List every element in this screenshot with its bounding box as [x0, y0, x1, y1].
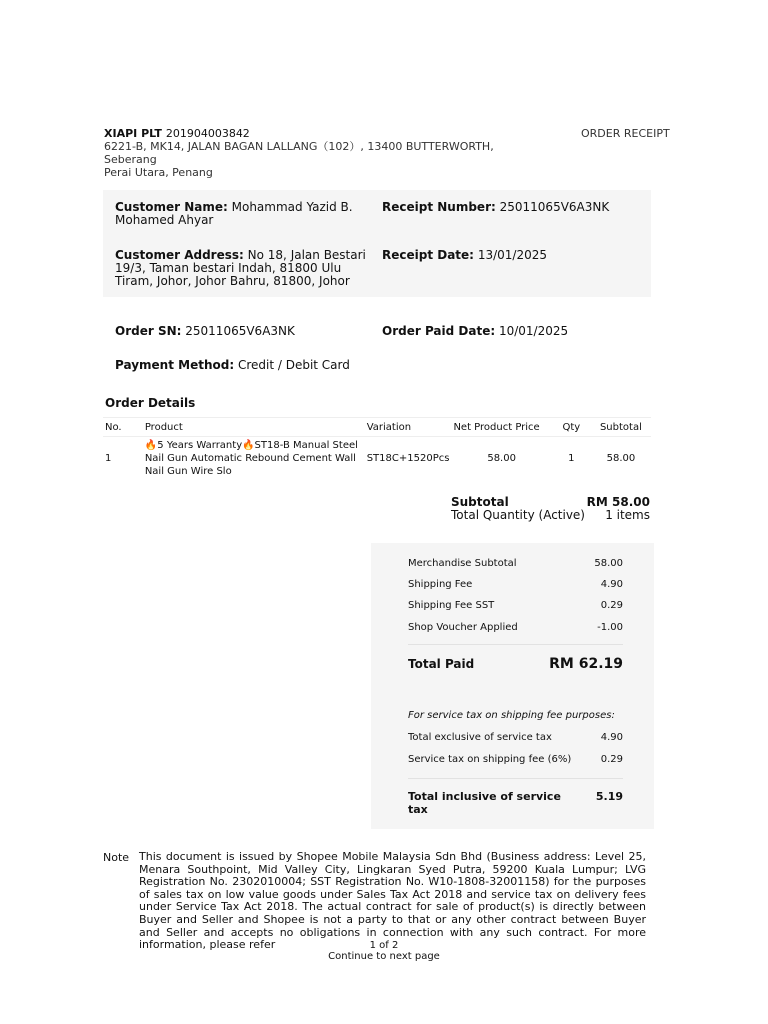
- merchandise-subtotal-label: Merchandise Subtotal: [408, 558, 517, 569]
- header-variation: Variation: [365, 418, 452, 437]
- order-sn: [115, 325, 295, 338]
- subtotal-value: RM 58.00: [586, 495, 650, 509]
- note-label: Note: [103, 851, 130, 864]
- cell-net-price: 58.00: [487, 453, 516, 464]
- cell-no: 1: [105, 453, 112, 464]
- customer-address: [115, 249, 377, 288]
- receipt-date: [382, 249, 547, 262]
- continue-text: Continue to next page: [328, 951, 440, 962]
- total-quantity-label: Total Quantity (Active): [451, 508, 585, 522]
- order-paid-date: [382, 325, 568, 338]
- page-number: 1 of 2: [369, 940, 399, 951]
- customer-name-label: Customer Name:: [115, 200, 228, 214]
- total-quantity-value: 1 items: [605, 508, 650, 522]
- merchandise-subtotal-row: [408, 558, 623, 569]
- total-exclusive-label: Total exclusive of service tax: [408, 732, 552, 743]
- receipt-number-label: Receipt Number:: [382, 200, 496, 214]
- total-inclusive-value: 5.19: [595, 790, 623, 803]
- order-paid-date-label: Order Paid Date:: [382, 324, 496, 338]
- shop-voucher-value: -1.00: [597, 622, 623, 633]
- header-subtotal: Subtotal: [591, 418, 651, 437]
- seller-address: [104, 140, 544, 179]
- shipping-fee-label: Shipping Fee: [408, 579, 473, 590]
- receipt-date-value: 13/01/2025: [477, 248, 547, 262]
- order-items-table: [103, 417, 651, 480]
- receipt-date-label: Receipt Date:: [382, 248, 474, 262]
- payment-breakdown-box: [371, 543, 654, 829]
- table-header-row: [103, 418, 651, 437]
- table-row: [103, 437, 651, 481]
- customer-name-value-2: Mohamed Ahyar: [115, 213, 214, 227]
- header-no: No.: [103, 418, 143, 437]
- shipping-fee-row: [408, 579, 623, 590]
- note-text: This document is issued by Shopee Mobile Malaysia Sdn Bhd (Business address: Level 25, Menara Southpoint, Mid Valley City, Lingkaran Syed Putra, 59200 Kuala Lumpur; LVG Registration No. 2302010004; SST Registration No. W10-1808-32001158) for the purposes of sales tax on low value goods under Sales Tax Act 2018 and service tax on delivery fees under Service Tax Act 2018. The actual contract for sale of product(s) is directly between Buyer and Seller and Shopee is not a party to that or any other contract between Buyer and Seller and accepts no obligations in connection with any such contract. For more information, please refer: [139, 850, 646, 952]
- cell-product: [143, 437, 365, 481]
- document-title: ORDER RECEIPT: [581, 127, 670, 140]
- seller-address-line-2: Perai Utara, Penang: [104, 166, 213, 179]
- shop-voucher-label: Shop Voucher Applied: [408, 622, 518, 633]
- customer-name-value-1: Mohammad Yazid B.: [231, 200, 353, 214]
- total-exclusive-row: [408, 732, 623, 743]
- header-qty: Qty: [552, 418, 591, 437]
- service-tax-label: Service tax on shipping fee (6%): [408, 754, 572, 765]
- shipping-fee-sst-row: [408, 600, 623, 611]
- seller-name: XIAPI PLT: [104, 127, 162, 140]
- order-paid-date-value: 10/01/2025: [498, 324, 569, 338]
- service-tax-value: 0.29: [600, 754, 623, 765]
- receipt-number: [382, 201, 609, 214]
- seller-name-line: [104, 127, 250, 140]
- total-paid-label: Total Paid: [408, 657, 475, 671]
- header-product: Product: [143, 418, 365, 437]
- header-net-price: Net Product Price: [451, 418, 551, 437]
- customer-address-value-3: Tiram, Johor, Johor Bahru, 81800, Johor: [115, 274, 350, 288]
- merchandise-subtotal-value: 58.00: [594, 558, 623, 569]
- total-inclusive-label-2: tax: [408, 803, 428, 816]
- order-details-title: Order Details: [105, 396, 196, 410]
- product-line-1: 🔥5 Years Warranty🔥ST18-B Manual Steel: [144, 440, 358, 451]
- product-line-3: Nail Gun Wire Slo: [144, 466, 232, 477]
- seller-address-line-1: 6221-B, MK14, JALAN BAGAN LALLANG（102）, 13400 BUTTERWORTH, Seberang: [104, 140, 494, 166]
- customer-name: [115, 201, 365, 227]
- shipping-fee-sst-label: Shipping Fee SST: [408, 600, 495, 611]
- product-line-2: Nail Gun Automatic Rebound Cement Wall: [144, 453, 356, 464]
- order-sn-label: Order SN:: [115, 324, 182, 338]
- service-tax-row: [408, 754, 623, 765]
- payment-method-label: Payment Method:: [115, 358, 235, 372]
- divider: [408, 644, 623, 645]
- shop-voucher-row: [408, 622, 623, 633]
- total-inclusive-row: [408, 790, 623, 816]
- order-sn-value: 25011065V6A3NK: [185, 324, 295, 338]
- subtotal-label: Subtotal: [451, 495, 509, 509]
- cell-qty: 1: [568, 453, 575, 464]
- total-paid-value: RM 62.19: [549, 656, 623, 672]
- divider: [408, 778, 623, 779]
- shipping-fee-sst-value: 0.29: [600, 600, 623, 611]
- cell-variation: ST18C+1520Pcs: [366, 453, 450, 464]
- cell-subtotal: 58.00: [606, 453, 636, 464]
- total-paid-row: [408, 657, 623, 671]
- customer-address-label: Customer Address:: [115, 248, 244, 262]
- customer-address-value-1: No 18, Jalan Bestari: [247, 248, 366, 262]
- shipping-fee-value: 4.90: [600, 579, 623, 590]
- total-exclusive-value: 4.90: [600, 732, 623, 743]
- tax-note: For service tax on shipping fee purposes:: [408, 710, 615, 721]
- payment-method: [115, 359, 350, 372]
- receipt-number-value: 25011065V6A3NK: [499, 200, 610, 214]
- total-inclusive-label-1: Total inclusive of service: [408, 790, 561, 803]
- customer-address-value-2: 19/3, Taman bestari Indah, 81800 Ulu: [115, 261, 342, 275]
- payment-method-value: Credit / Debit Card: [237, 358, 350, 372]
- seller-registration: 201904003842: [165, 127, 250, 140]
